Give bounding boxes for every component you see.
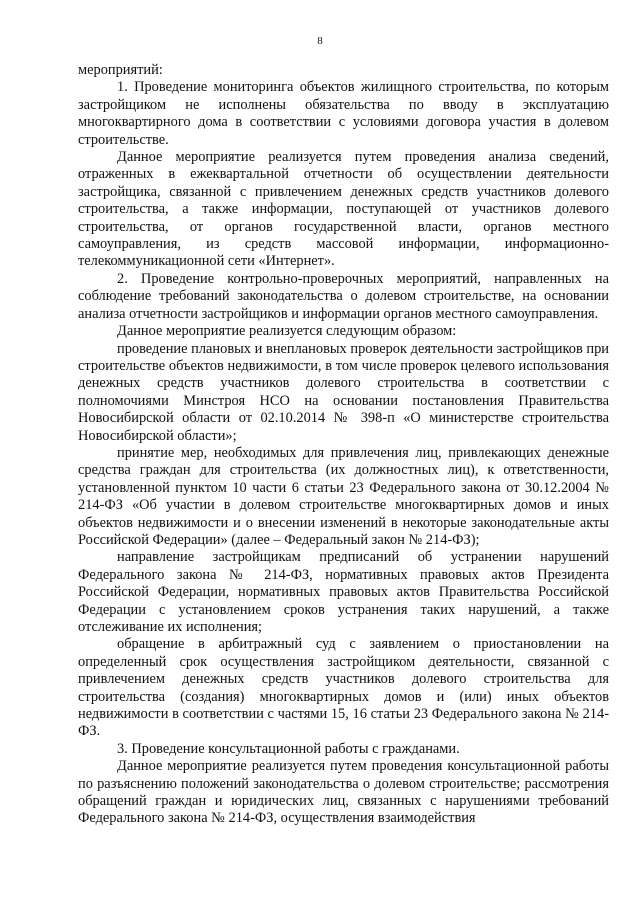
paragraph-item-2: 2. Проведение контрольно-проверочных мероприятий, направленных на соблюдение требований законодательства о долевом строительстве, на основании анализа отчетности застройщиков и информации органов местного самоуправления. xyxy=(78,270,609,322)
paragraph-item-1-description: Данное мероприятие реализуется путем проведения анализа сведений, отраженных в ежеквартальной отчетности об осуществлении деятельности застройщика, связанной с привлечением денежных средств участников долевого строительства, а также информации, поступающей от участников долевого строительства, от органов государственной власти, органов местного самоуправления, из средств массовой информации, информационно-телекоммуникационной сети «Интернет». xyxy=(78,149,609,270)
paragraph-item-2-intro: Данное мероприятие реализуется следующим образом: xyxy=(117,323,457,340)
paragraph-item-2-inspections: проведение плановых и внеплановых проверок деятельности застройщиков при строительстве объектов недвижимости, в том числе проверок целевого использования денежных средств участников долевого строительства в соответствии с полномочиями Минстроя НСО на основании постановления Правительства Новосибирской области от 02.10.2014 № 398-п «О министерстве строительства Новосибирской области»; xyxy=(78,340,609,444)
paragraph-item-3: 3. Проведение консультационной работы с гражданами. xyxy=(117,740,460,757)
paragraph-item-2-orders: направление застройщикам предписаний об устранении нарушений Федерального закона № 214-ФЗ, нормативных правовых актов Президента Российской Федерации, нормативных правовых актов Правительства Российской Федерации с установлением сроков устранения таких нарушений, а также отслеживание их исполнения; xyxy=(78,549,609,635)
paragraph-continuation: мероприятий: xyxy=(78,62,163,78)
paragraph-item-3-description: Данное мероприятие реализуется путем проведения консультационной работы по разъяснению положений законодательства о долевом строительстве; рассмотрения обращений граждан и юридических лиц, связанных с нарушениями требований Федерального закона № 214-ФЗ, осуществления взаимодействия xyxy=(78,758,609,827)
document-body xyxy=(78,62,609,828)
page-number: 8 xyxy=(317,35,323,47)
paragraph-item-2-liability: принятие мер, необходимых для привлечения лиц, привлекающих денежные средства граждан для строительства (их должностных лиц), к ответственности, установленной пунктом 10 части 6 статьи 23 Федерального закона от 30.12.2004 № 214-ФЗ «Об участии в долевом строительстве многоквартирных домов и иных объектов недвижимости и о внесении изменений в некоторые законодательные акты Российской Федерации» (далее – Федеральный закон № 214-ФЗ); xyxy=(78,444,609,548)
paragraph-item-1: 1. Проведение мониторинга объектов жилищного строительства, по которым застройщиком не исполнены обязательства по вводу в эксплуатацию многоквартирного дома в соответствии с условиями договора участия в долевом строительстве. xyxy=(78,79,609,148)
paragraph-item-2-court: обращение в арбитражный суд с заявлением о приостановлении на определенный срок осуществления застройщиком деятельности, связанной с привлечением денежных средств участников долевого строительства для строительства (создания) многоквартирных домов и (или) иных объектов недвижимости в соответствии с частями 15, 16 статьи 23 Федерального закона № 214-ФЗ. xyxy=(78,636,609,740)
